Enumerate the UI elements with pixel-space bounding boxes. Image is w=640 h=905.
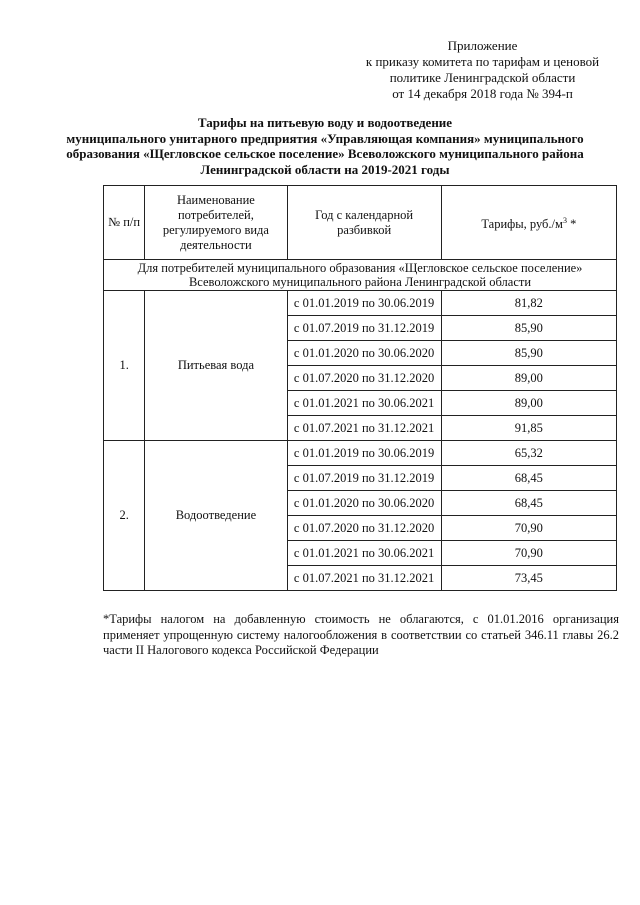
title-line-4: Ленинградской области на 2019-2021 годы [200,161,450,177]
period-cell: с 01.07.2021 по 31.12.2021 [287,566,441,591]
table-header-row [104,186,617,260]
header-name: Наименование потребителей, регулируемого вида деятельности [145,186,287,260]
period-cell: с 01.07.2019 по 31.12.2019 [287,466,441,491]
tariff-cell: 70,90 [441,516,616,541]
tariff-cell: 89,00 [441,391,616,416]
appendix-block [360,38,605,102]
tariff-cell: 68,45 [441,491,616,516]
tariff-cell: 85,90 [441,316,616,341]
table-row [104,291,617,316]
period-cell: с 01.01.2020 по 30.06.2020 [287,341,441,366]
period-cell: с 01.07.2021 по 31.12.2021 [287,416,441,441]
document-title [60,115,590,177]
title-line-2: муниципального унитарного предприятия «Управляющая компания» муниципального [66,130,584,146]
header-period: Год с календарной разбивкой [287,186,441,260]
appendix-committee-line: политике Ленинградской области [389,70,576,85]
tariff-cell: 89,00 [441,366,616,391]
consumer-group-line-1: Для потребителей муниципального образования «Щегловское сельское поселение» [137,261,583,275]
tariff-cell: 65,32 [441,441,616,466]
service-name-cell: Питьевая вода [145,291,287,441]
table-row [104,441,617,466]
header-tariff-footnote-mark: * [566,217,577,232]
header-tariff [441,186,616,260]
appendix-date-line: от 14 декабря 2018 года № 394-п [392,86,573,101]
footnote: *Тарифы налогом на добавленную стоимость не облагаются, с 01.01.2016 организация применяет упрощенную систему налогообложения в соответствии со статьей 346.11 главы 26.2 части II Налогового кодекса Российской Федерации [103,612,619,657]
period-cell: с 01.01.2019 по 30.06.2019 [287,441,441,466]
row-number-cell: 1. [104,291,145,441]
period-cell: с 01.01.2019 по 30.06.2019 [287,291,441,316]
appendix-order-line: к приказу комитета по тарифам и ценовой [365,54,600,69]
row-number-cell: 2. [104,441,145,591]
tariff-cell: 91,85 [441,416,616,441]
period-cell: с 01.01.2021 по 30.06.2021 [287,541,441,566]
consumer-group-cell [104,260,617,291]
period-cell: с 01.07.2019 по 31.12.2019 [287,316,441,341]
title-line-3: образования «Щегловское сельское поселение» Всеволожского муниципального района [66,146,584,161]
consumer-group-row [104,260,617,291]
tariff-cell: 81,82 [441,291,616,316]
period-cell: с 01.07.2020 по 31.12.2020 [287,366,441,391]
service-name-cell: Водоотведение [145,441,287,591]
tariff-cell: 68,45 [441,466,616,491]
appendix-heading: Приложение [447,38,518,53]
consumer-group-line-2: Всеволожского муниципального района Ленинградской области [188,275,532,289]
tariff-cell: 85,90 [441,341,616,366]
header-num: № п/п [104,186,145,260]
period-cell: с 01.01.2021 по 30.06.2021 [287,391,441,416]
header-tariff-label: Тарифы, руб./м [481,217,563,232]
tariff-table [103,185,617,591]
period-cell: с 01.07.2020 по 31.12.2020 [287,516,441,541]
period-cell: с 01.01.2020 по 30.06.2020 [287,491,441,516]
header-tariff-superscript: 3 [562,215,567,225]
title-line-1: Тарифы на питьевую воду и водоотведение [197,115,453,130]
tariff-cell: 73,45 [441,566,616,591]
tariff-cell: 70,90 [441,541,616,566]
